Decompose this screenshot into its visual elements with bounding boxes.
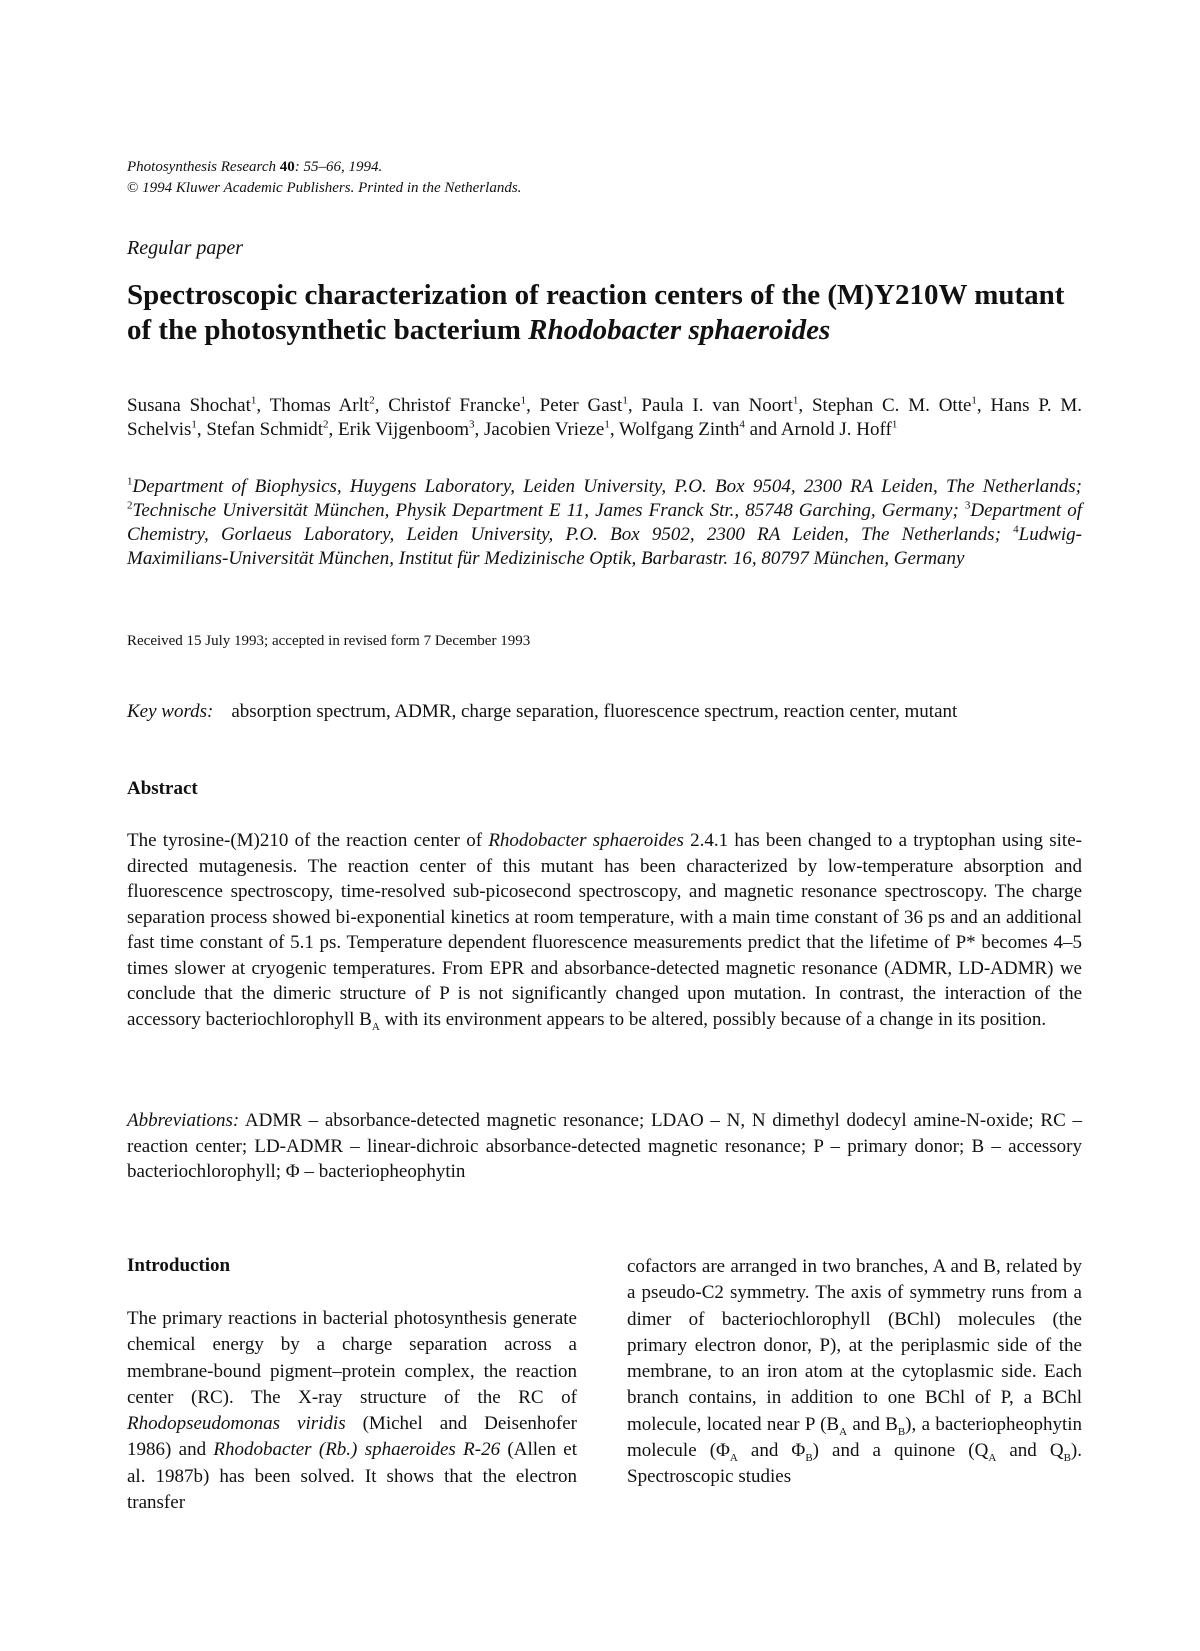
affiliation-text: Department of Biophysics, Huygens Laboratory, Leiden University, P.O. Box 9504, 2300 RA Leiden, The Netherlands (132, 476, 1076, 497)
title-text: Spectroscopic characterization of reaction centers of the (M)Y210W mutant of the photosynthetic bacterium (127, 279, 1065, 346)
author-name: Hans P. M. Schelvis (127, 395, 1083, 440)
author-separator: , (374, 395, 389, 416)
author-name: Stephan C. M. Otte (811, 395, 972, 416)
subscript-b: B (1063, 1451, 1071, 1464)
author-separator: , (609, 419, 620, 440)
subscript-b: B (805, 1451, 813, 1464)
author-separator: , (798, 395, 812, 416)
author-affiliation-mark: 1 (604, 418, 610, 431)
journal-volume: 40 (279, 159, 295, 175)
journal-pages-year: : 55–66, 1994. (294, 159, 383, 175)
author-affiliation-mark: 4 (739, 418, 745, 431)
intro-left-text-1: The primary reactions in bacterial photosynthesis generate chemical energy by a charge separation across a membrane-bound pigment–protein complex, the reaction center (RC). The X-ray structure of the RC of (127, 1308, 577, 1408)
author-affiliation-mark: 2 (369, 394, 375, 407)
intro-right-text-2: and B (847, 1413, 898, 1435)
intro-right-text-7: ). Spectroscopic studies (627, 1440, 1082, 1488)
copyright-line (127, 178, 521, 199)
affiliation-list (127, 475, 1082, 571)
copyright-symbol: © (127, 180, 139, 196)
keywords-text: absorption spectrum, ADMR, charge separation, fluorescence spectrum, reaction center, mutant (231, 701, 958, 722)
intro-right-text-6: and Q (996, 1440, 1064, 1462)
abstract-text-3: with its environment appears to be altered, possibly because of a change in its position. (379, 1008, 1047, 1030)
copyright-text: 1994 Kluwer Academic Publishers. Printed in the Netherlands. (142, 180, 522, 196)
abstract-body (127, 828, 1082, 1032)
subscript-a: A (839, 1425, 848, 1438)
journal-name: Photosynthesis Research (127, 159, 276, 175)
title-organism: Rhodobacter sphaeroides (528, 314, 831, 346)
intro-organism-2: Rhodobacter (Rb.) sphaeroides R-26 (213, 1439, 501, 1461)
author-separator: , (328, 419, 339, 440)
abstract-organism: Rhodobacter sphaeroides (488, 830, 684, 851)
author-name: Arnold J. Hoff (780, 419, 892, 440)
subscript-a: A (988, 1451, 997, 1464)
introduction-left-column (127, 1306, 577, 1516)
affiliation-separator: ; (994, 524, 1014, 545)
abbreviations (127, 1108, 1082, 1185)
author-name: Christof Francke (388, 395, 521, 416)
affiliation-number: 4 (1013, 523, 1019, 536)
author-affiliation-mark: 1 (520, 394, 527, 407)
author-separator: and (744, 419, 781, 440)
introduction-right-column (627, 1254, 1082, 1491)
intro-right-text-3: ), a bacteriopheophytin molecule (Φ (627, 1413, 1083, 1462)
author-name: Erik Vijgenboom (338, 419, 469, 440)
author-separator: , (627, 395, 642, 416)
author-affiliation-mark: 1 (792, 394, 799, 407)
author-affiliation-mark: 2 (323, 418, 329, 431)
journal-line (127, 157, 521, 178)
author-affiliation-mark: 1 (891, 418, 898, 431)
abstract-heading: Abstract (127, 778, 198, 799)
subscript-a: A (729, 1451, 738, 1464)
affiliation-text: Technische Universität München, Physik Department E 11, James Franck Str., 85748 Garching, Germany (132, 500, 953, 521)
author-separator: , (256, 395, 270, 416)
author-separator: , (526, 395, 540, 416)
intro-right-text-1: cofactors are arranged in two branches, A and B, related by a pseudo-C2 symmetry. The axis of symmetry runs from a dimer of bacteriochlorophyll (BChl) molecules (the primary electron donor, P), at the periplasmic side of the membrane, to an iron atom at the cytoplasmic side. Each branch contains, in addition to one BChl of P, a BChl molecule, located near P (B (627, 1256, 1082, 1435)
author-affiliation-mark: 1 (971, 394, 977, 407)
received-dates: Received 15 July 1993; accepted in revised form 7 December 1993 (127, 633, 531, 649)
author-affiliation-mark: 1 (250, 394, 257, 407)
affiliation-text: Department of Chemistry, Gorlaeus Laboratory, Leiden University, P.O. Box 9502, 2300 RA Leiden, The Netherlands (127, 500, 1083, 545)
author-name: Paula I. van Noort (641, 395, 793, 416)
author-name: Peter Gast (539, 395, 623, 416)
author-name: Jacobien Vrieze (484, 419, 605, 440)
abbreviations-label: Abbreviations: (127, 1110, 240, 1131)
keywords-label: Key words: (127, 701, 214, 722)
intro-left-text-3: (Allen et al. 1987b) has been solved. It shows that the electron transfer (127, 1439, 577, 1514)
intro-left-text-2: (Michel and Deisenhofer 1986) and (127, 1413, 577, 1461)
author-name: Susana Shochat (127, 395, 251, 416)
abstract-text-1: The tyrosine-(M)210 of the reaction center of (127, 830, 489, 851)
introduction-heading: Introduction (127, 1255, 231, 1276)
abbreviations-text: ADMR – absorbance-detected magnetic resonance; LDAO – N, N dimethyl dodecyl amine-N-oxide; RC – reaction center; LD-ADMR – linear-dichroic absorbance-detected magnetic resonance; P – primary donor; B – accessory bacteriochlorophyll; Φ – bacteriopheophytin (127, 1110, 1082, 1182)
author-affiliation-mark: 1 (622, 394, 628, 407)
affiliation-separator: ; (1075, 476, 1082, 497)
author-name: Stefan Schmidt (206, 419, 324, 440)
affiliation-number: 3 (964, 499, 971, 512)
abstract-subscript: A (371, 1020, 380, 1033)
intro-right-text-4: and Φ (737, 1440, 806, 1462)
author-separator: , (976, 395, 991, 416)
affiliation-text: Ludwig-Maximilians-Universität München, Institut für Medizinische Optik, Barbarastr. 16, 80797 München, Germany (127, 524, 1083, 569)
intro-right-text-5: ) and a quinone (Q (812, 1440, 989, 1462)
affiliation-number: 2 (127, 499, 133, 512)
author-separator: , (474, 419, 484, 440)
journal-citation (127, 157, 521, 199)
keywords (127, 700, 1082, 724)
affiliation-separator: ; (952, 500, 965, 521)
author-affiliation-mark: 3 (469, 418, 475, 431)
abstract-text-2: 2.4.1 has been changed to a tryptophan using site-directed mutagenesis. The reaction center of this mutant has been characterized by low-temperature absorption and fluorescence spectroscopy, time-resolved sub-picosecond spectroscopy, and magnetic resonance spectroscopy. The charge separation process showed bi-exponential kinetics at room temperature, with a main time constant of 36 ps and an additional fast time constant of 5.1 ps. Temperature dependent fluorescence measurements predict that the lifetime of P* becomes 4–5 times slower at cryogenic temperatures. From EPR and absorbance-detected magnetic resonance (ADMR, LD-ADMR) we conclude that the dimeric structure of P is not significantly changed upon mutation. In contrast, the interaction of the accessory bacteriochlorophyll B (127, 830, 1082, 1030)
author-list (127, 394, 1082, 442)
author-separator: , (196, 419, 207, 440)
author-affiliation-mark: 1 (191, 418, 197, 431)
affiliation-number: 1 (127, 475, 133, 488)
paper-title (127, 278, 1087, 348)
author-name: Wolfgang Zinth (619, 419, 740, 440)
subscript-b: B (897, 1425, 906, 1438)
author-name: Thomas Arlt (269, 395, 370, 416)
article-type: Regular paper (127, 237, 244, 259)
intro-organism-1: Rhodopseudomonas viridis (127, 1413, 346, 1435)
